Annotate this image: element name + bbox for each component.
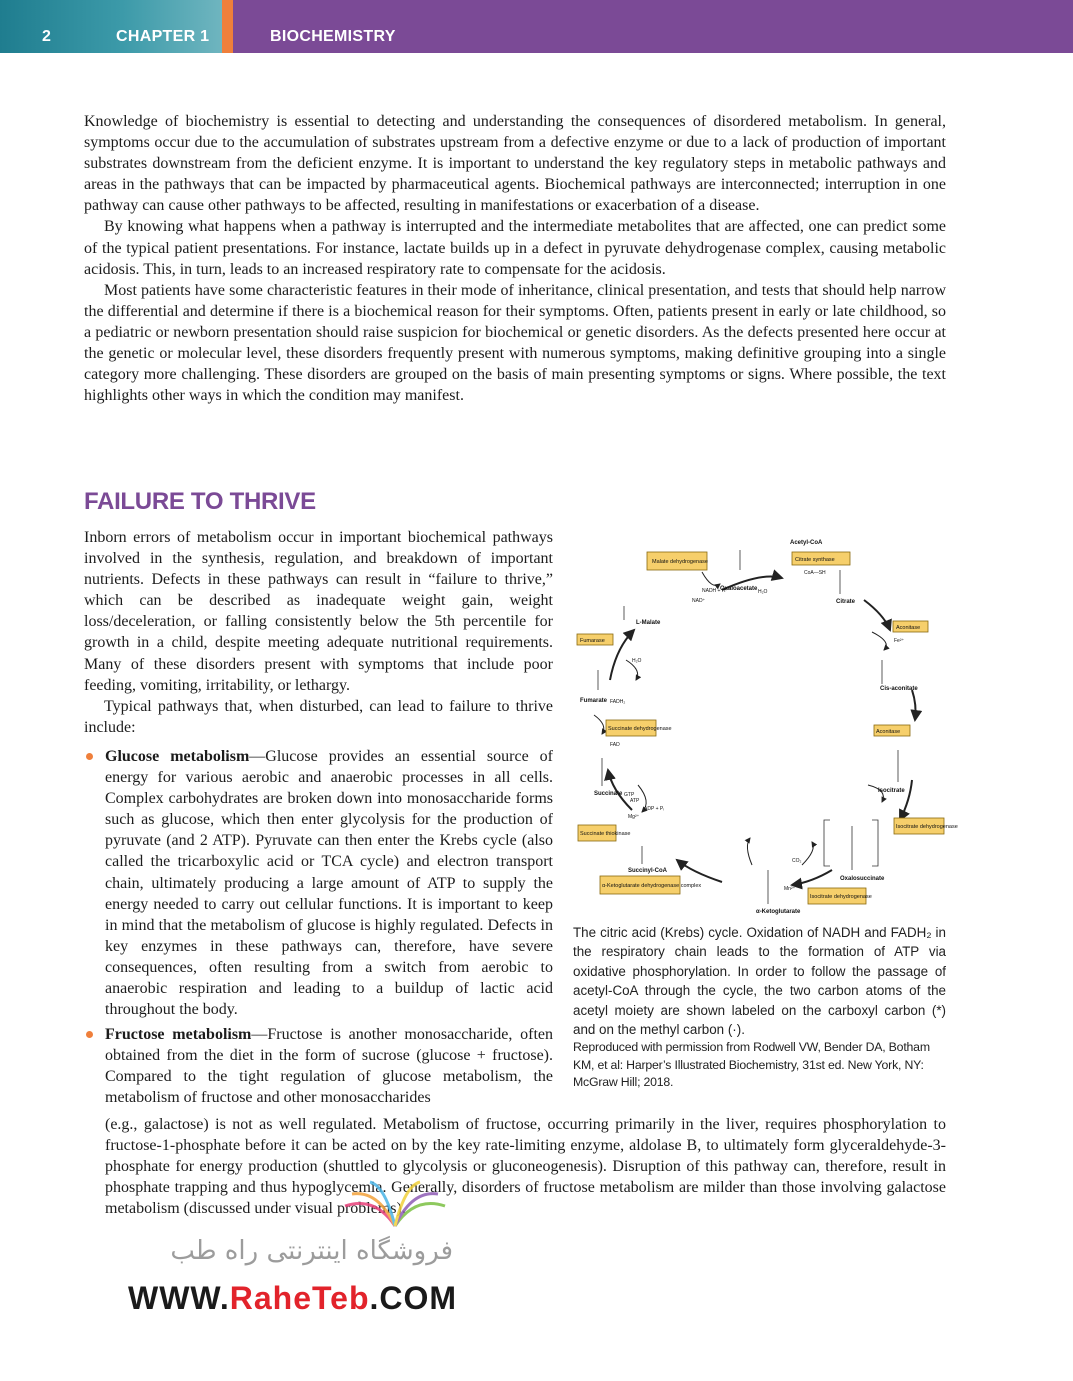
metabolite-label: α-Ketoglutarate	[756, 909, 801, 915]
cofactor-label: GTP	[624, 792, 635, 798]
intro-paragraph: Most patients have some characteristic features in their mode of inheritance, clinical presentation, and tests that should help narrow the differential and determine if there is a biochemical reason for their symptoms. Often, patients present in early or late childhood, so a pediatric or newborn presentation should raise suspicion for biochemical or genetic disorders. As the defects presented here occur at the genetic or molecular level, these disorders frequently present with numerous symptoms, making definitive grouping into a single category more challenging. These disorders are grouped on the basis of main presenting symptoms or signs. Where possible, the text highlights other ways in which the condition may manifest.	[84, 281, 946, 405]
enzyme-label: α-Ketoglutarate dehydrogenase complex	[602, 883, 702, 889]
metabolite-label: Oxaloacetate	[720, 586, 758, 592]
running-title: BIOCHEMISTRY	[270, 28, 396, 45]
metabolite-label: Acetyl-CoA	[790, 540, 823, 546]
cofactor-label: H₂O	[632, 658, 642, 664]
page-number: 2	[42, 28, 52, 45]
continuation-paragraph: (e.g., galactose) is not as well regulated. Metabolism of fructose, occurring primarily in the liver, requires phosphorylation to fructose-1-phosphate before it can be acted on by the key rate-limiting enzyme, aldolase B, to ultimately form glyceraldehyde-3-phosphate for energy production (shuttled to glycolysis or gluconeogenesis). Disruption of this pathway can, therefore, result in phosphate trapping and thus hypoglycemia. Generally, disorders of fructose metabolism are milder than those involving galactose metabolism (discussed under visual problems).	[105, 1116, 946, 1218]
book-logo-icon	[340, 1176, 450, 1236]
enzyme-label: Aconitase	[896, 625, 921, 631]
cofactor-label: H₂O	[758, 589, 768, 595]
metabolite-label: Oxalosuccinate	[840, 876, 885, 882]
caption-text: The citric acid (Krebs) cycle. Oxidation of NADH and FADH₂ in the respiratory chain leads to the formation of ATP via oxidative phosphorylation. In order to follow the passage of acetyl-CoA through the cycle, the two carbon atoms of the acetyl moiety are shown labeled on the carboxyl carbon (*) and on the methyl carbon (·).	[573, 925, 946, 1038]
enzyme-label: Fumarase	[580, 638, 605, 644]
figure-caption	[573, 923, 946, 1092]
section-paragraph: Inborn errors of metabolism occur in important biochemical pathways involved in the synthesis, regulation, and breakdown of important nutrients. Defects in these pathways can result in “failure to thrive,” which can be described as inadequate weight gain, weight loss/deceleration, or falling consistently below the 5th percentile for growth in a child, despite meeting adequate nutritional requirements. Many of these disorders present with symptoms that include poor feeding, vomiting, irritability, or lethargy.	[84, 529, 553, 694]
url-suffix: .COM	[369, 1280, 458, 1316]
metabolite-label: Isocitrate	[878, 788, 905, 794]
list-item	[84, 746, 553, 1020]
watermark-persian: فروشگاه اینترنتی راه طب	[170, 1236, 453, 1266]
cofactor-label: Mg²⁺	[628, 814, 640, 820]
metabolite-label: Succinate	[594, 791, 623, 797]
pathway-list	[84, 746, 553, 1109]
bullet-text: —Glucose provides an essential source of energy for various aerobic and anaerobic processes in all cells. Complex carbohydrates are broken down into monosaccharide forms such as glucose, which then enter glycolysis for the production of pyruvate (and 2 ATP). Pyruvate can then enter the Krebs cycle (also called the tricarboxylic acid or TCA cycle) and electron transport chain, ultimately producing a large amount of ATP to supply the energy needed to carry out cellular functions. It is important to keep in mind that the metabolism of glucose is highly regulated. Defects in key enzymes in these pathways can, therefore, have severe consequences, often resulting from a switch from aerobic to anaerobic respiration and leading to a buildup of lactic acid throughout the body.	[105, 747, 553, 1019]
bullet-term: Fructose metabolism	[105, 1026, 252, 1044]
section-heading: FAILURE TO THRIVE	[84, 488, 316, 515]
cofactor-label: CO₂	[792, 858, 802, 864]
krebs-cycle-figure	[572, 520, 958, 920]
enzyme-label: Isocitrate dehydrogenase	[896, 824, 958, 830]
metabolite-label: Cis-aconitate	[880, 686, 918, 692]
intro-paragraph: By knowing what happens when a pathway is interrupted and the intermediate metabolites that are affected, one can predict some of the typical patient presentations. For instance, lactate builds up in a defect in pyruvate dehydrogenase complex, causing metabolic acidosis. This, in turn, leads to an increased respiratory rate to compensate for the acidosis.	[84, 218, 946, 278]
url-brand: RaheTeb	[229, 1280, 370, 1316]
intro-text	[84, 111, 946, 406]
continuation-text	[105, 1114, 946, 1219]
cofactor-label: NADH + H⁺	[702, 588, 729, 594]
enzyme-label: Isocitrate dehydrogenase	[810, 894, 872, 900]
page-header	[0, 0, 1073, 53]
cofactor-label: ATP	[630, 798, 640, 804]
cofactor-label: FADH₂	[610, 699, 626, 705]
chapter-label: CHAPTER 1	[116, 28, 210, 45]
enzyme-label: Citrate synthase	[795, 557, 835, 563]
cofactor-label: CoA—SH	[804, 570, 826, 576]
enzyme-label: Aconitase	[876, 729, 901, 735]
metabolite-label: L-Malate	[636, 620, 661, 626]
bullet-text: —Fructose is another monosaccharide, often obtained from the diet in the form of sucrose (glucose + fructose). Compared to the tight regulation of glucose metabolism, the metabolism of fructose and other monosaccharides	[105, 1026, 553, 1107]
enzyme-label: Succinate thiokinase	[580, 831, 631, 837]
metabolite-label: Succinyl-CoA	[628, 868, 668, 874]
cofactor-label: Fe²⁺	[894, 638, 905, 644]
cofactor-label: FAD	[610, 742, 620, 748]
enzyme-label: Malate dehydrogenase	[652, 559, 708, 565]
metabolite-label: Citrate	[836, 599, 856, 605]
header-orange-divider	[222, 0, 233, 53]
url-prefix: WWW.	[128, 1280, 230, 1316]
enzyme-label: Succinate dehydrogenase	[608, 726, 672, 732]
metabolite-label: Fumarate	[580, 698, 608, 704]
bullet-term: Glucose metabolism	[105, 747, 250, 765]
watermark-url	[128, 1280, 457, 1317]
section-paragraph: Typical pathways that, when disturbed, can lead to failure to thrive include:	[84, 697, 553, 736]
intro-paragraph: Knowledge of biochemistry is essential to detecting and understanding the consequences of disordered metabolism. In general, symptoms occur due to the accumulation of substrates upstream from a defective enzyme or due to a lack of production of important substrates downstream from the deficient enzyme. It is important to understand the key regulatory steps in metabolic pathways and areas in the pathways that can be impacted by pharmaceutical agents. Biochemical pathways are interconnected; interruption in one pathway can cause other pathways to be affected, resulting in manifestations or exacerbation of a disease.	[84, 113, 946, 215]
left-column	[84, 527, 553, 1113]
list-item	[84, 1024, 553, 1108]
cofactor-label: NAD⁺	[692, 598, 706, 604]
cofactor-label: ADP + Pᵢ	[644, 806, 665, 812]
cofactor-label: Mn²⁺	[784, 886, 796, 892]
bullet-icon	[86, 753, 93, 760]
caption-credit: Reproduced with permission from Rodwell VW, Bender DA, Botham KM, et al: Harper’s Illustrated Biochemistry, 31st ed. New York, NY: McGraw Hill; 2018.	[573, 1040, 930, 1090]
bullet-icon	[86, 1031, 93, 1038]
